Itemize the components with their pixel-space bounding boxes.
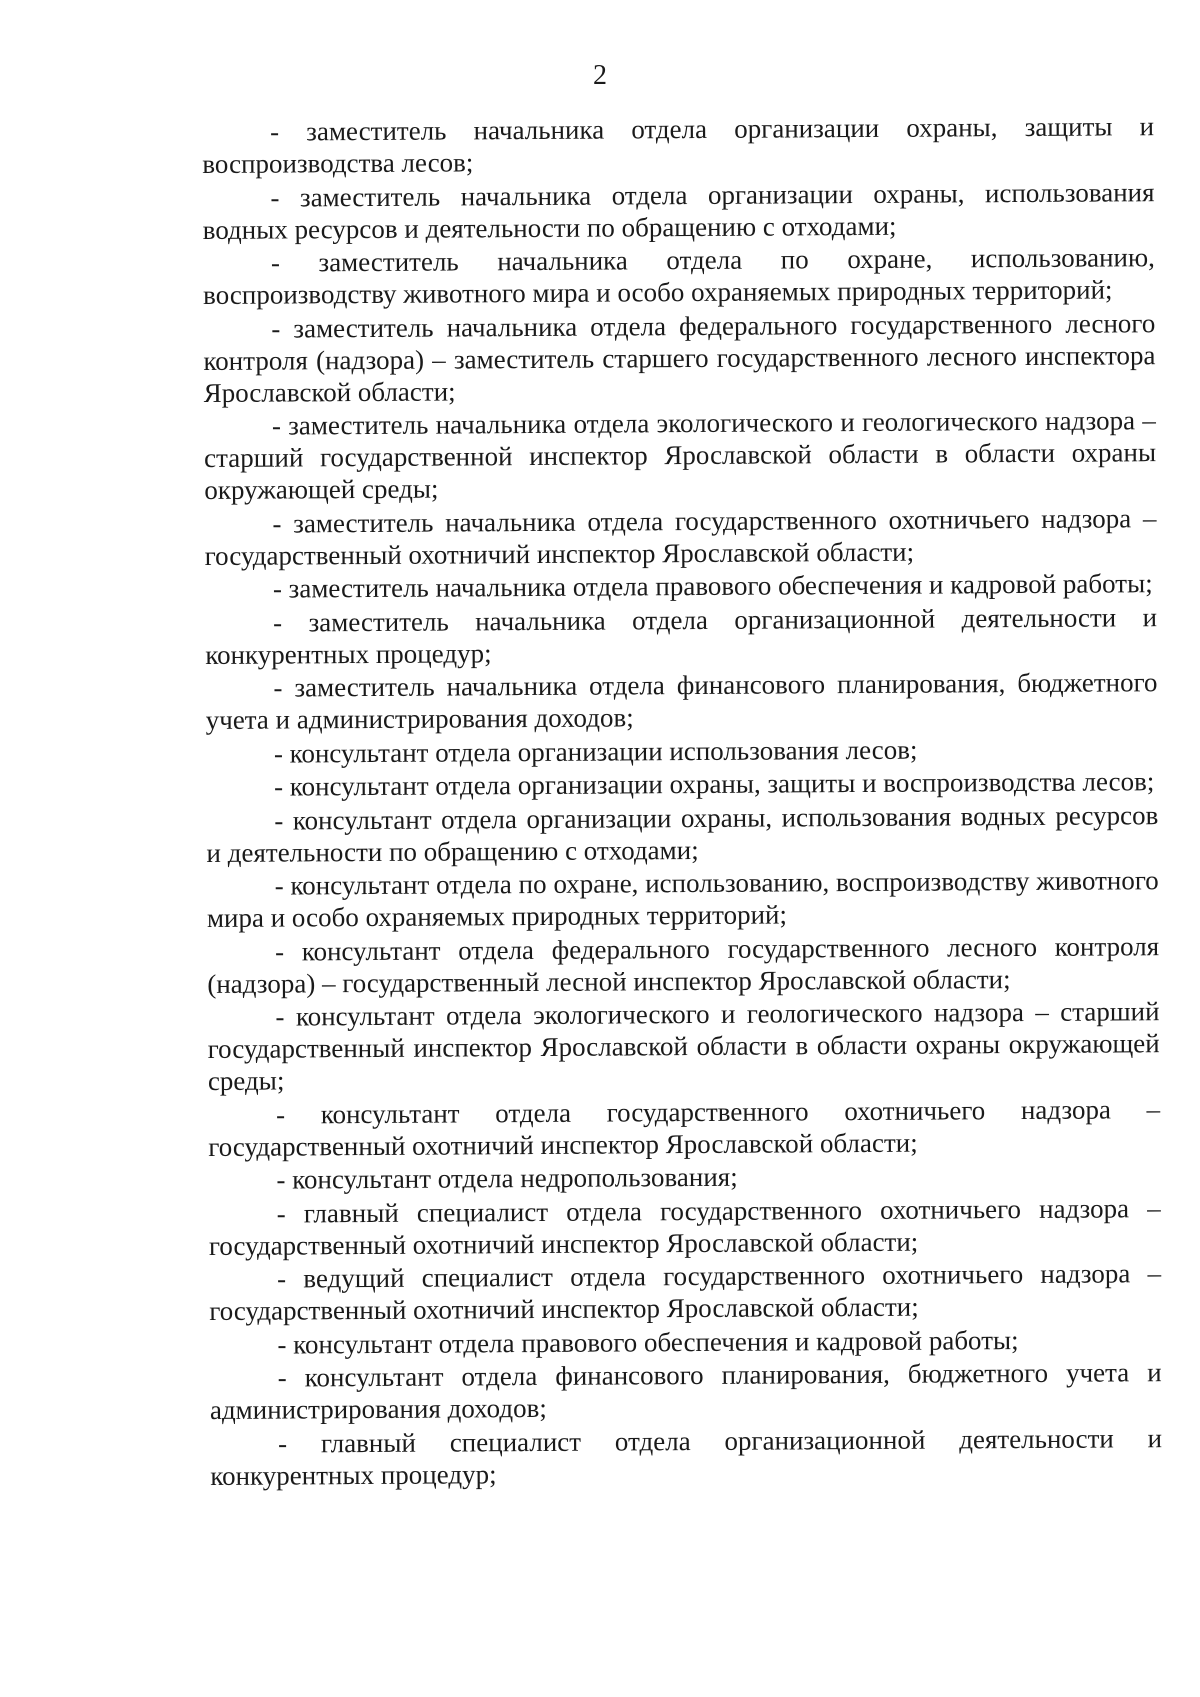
list-item: - консультант отдела федерального государственного лесного контроля (надзора) – государственный лесной инспектор Ярославской области; [207, 930, 1160, 999]
list-item: - консультант отдела недропользования; [276, 1161, 738, 1195]
list-item: - главный специалист отдела государственного охотничьего надзора – государственный охотничий инспектор Ярославской области; [208, 1192, 1161, 1261]
list-item: - заместитель начальника отдела финансового планирования, бюджетного учета и администрирования доходов; [205, 667, 1158, 735]
list-item: - заместитель начальника отдела по охране, использованию, воспроизводству животного мира и особо охраняемых природных территорий; [203, 242, 1155, 310]
list-item: - консультант отдела финансового планирования, бюджетного учета и администрирования доходов; [209, 1357, 1162, 1425]
position-list [202, 110, 1162, 1493]
list-item: - заместитель начальника отдела организации охраны, использования водных ресурсов и деятельности по обращению с отходами; [202, 176, 1155, 245]
list-item: - заместитель начальника отдела федерального государственного лесного контроля (надзора) – заместитель старшего государственного лесного инспектора Ярославской области; [203, 307, 1156, 408]
list-item: - заместитель начальника отдела государственного охотничьего надзора – государственный охотничий инспектор Ярославской области; [204, 502, 1157, 571]
list-item: - консультант отдела организации использования лесов; [273, 734, 918, 769]
list-item: - консультант отдела правового обеспечения и кадровой работы; [277, 1324, 1019, 1360]
list-item: - консультант отдела экологического и геологического надзора – старший государственный инспектор Ярославской области в области охраны окружающей среды; [207, 996, 1160, 1096]
list-item: - консультант отдела по охране, использованию, воспроизводству животного мира и особо охраняемых природных территорий; [206, 865, 1159, 933]
list-item: - консультант отдела государственного охотничьего надзора – государственный охотничий инспектор Ярославской области; [208, 1093, 1161, 1162]
list-item: - консультант отдела организации охраны, защиты и воспроизводства лесов; [274, 766, 1155, 802]
list-item: - консультант отдела организации охраны, использования водных ресурсов и деятельности по обращению с отходами; [206, 799, 1159, 868]
page-number: 2 [593, 60, 607, 91]
list-item: - заместитель начальника отдела организации охраны, защиты и воспроизводства лесов; [202, 111, 1155, 179]
list-item: - заместитель начальника отдела правового обеспечения и кадровой работы; [272, 568, 1153, 604]
list-item: - заместитель начальника отдела организационной деятельности и конкурентных процедур; [205, 601, 1158, 670]
list-item: - ведущий специалист отдела государственного охотничьего надзора – государственный охотничий инспектор Ярославской области; [209, 1258, 1162, 1326]
list-item: - главный специалист отдела организационной деятельности и конкурентных процедур; [210, 1422, 1163, 1491]
list-item: - заместитель начальника отдела экологического и геологического надзора – старший государственной инспектор Ярославской области в области охраны окружающей среды; [203, 405, 1157, 505]
